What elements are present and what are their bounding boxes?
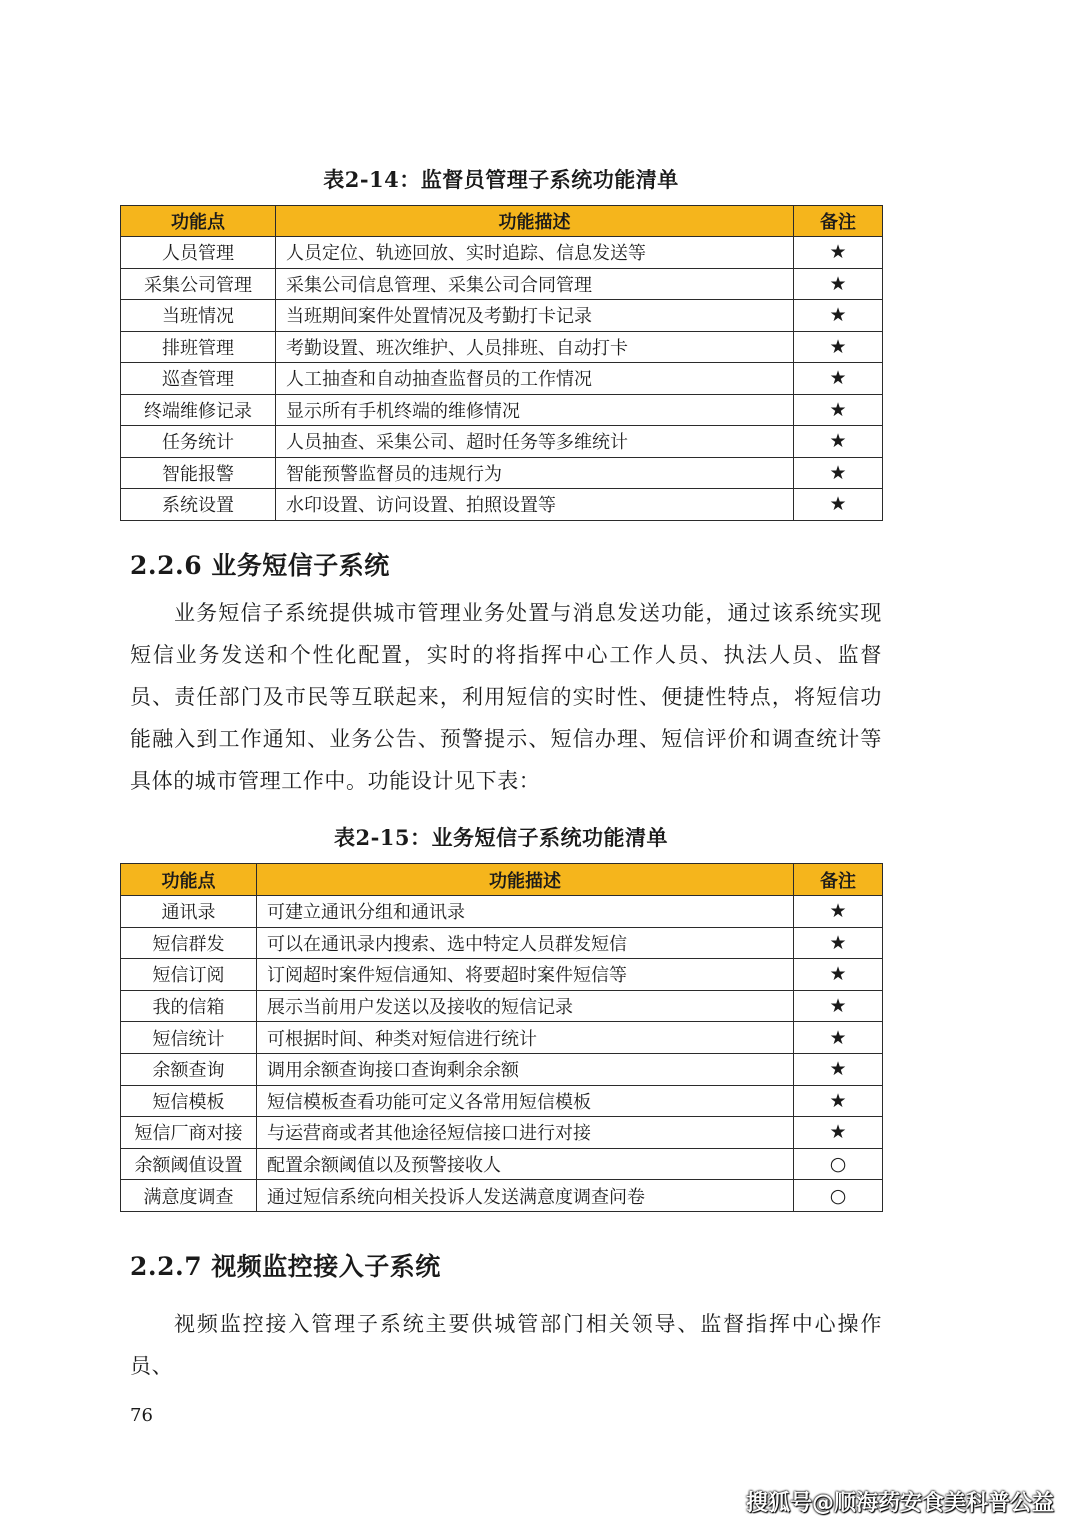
feature-description: 人员定位、轨迹回放、实时追踪、信息发送等 [276,237,794,269]
header-remark: 备注 [794,206,883,237]
feature-description: 人工抽查和自动抽查监督员的工作情况 [276,363,794,395]
table-row [121,363,883,395]
table-row [121,1180,883,1212]
feature-description: 当班期间案件处置情况及考勤打卡记录 [276,300,794,332]
feature-name: 当班情况 [121,300,276,332]
star-icon: ★ [794,1053,883,1085]
table-row [121,990,883,1022]
table-row [121,457,883,489]
table-row [121,300,883,332]
page-number: 76 [130,1405,153,1426]
feature-description: 订阅超时案件短信通知、将要超时案件短信等 [257,959,794,991]
feature-name: 系统设置 [121,489,276,521]
feature-description: 与运营商或者其他途径短信接口进行对接 [257,1117,794,1149]
feature-name: 巡查管理 [121,363,276,395]
header-description: 功能描述 [276,206,794,237]
feature-description: 调用余额查询接口查询剩余余额 [257,1053,794,1085]
feature-name: 短信统计 [121,1022,257,1054]
feature-name: 智能报警 [121,457,276,489]
table-row [121,1022,883,1054]
star-icon: ★ [794,268,883,300]
table-row [121,896,883,928]
feature-description: 可建立通讯分组和通讯录 [257,896,794,928]
header-remark: 备注 [794,864,883,896]
table-row [121,1117,883,1149]
table-row [121,331,883,363]
header-feature: 功能点 [121,864,257,896]
feature-description: 显示所有手机终端的维修情况 [276,394,794,426]
star-icon: ★ [794,896,883,928]
table-row [121,959,883,991]
feature-description: 水印设置、访问设置、拍照设置等 [276,489,794,521]
feature-description: 短信模板查看功能可定义各常用短信模板 [257,1085,794,1117]
star-icon: ★ [794,300,883,332]
feature-name: 通讯录 [121,896,257,928]
star-icon: ★ [794,426,883,458]
circle-icon: ○ [794,1180,883,1212]
header-description: 功能描述 [257,864,794,896]
table-row [121,489,883,521]
feature-name: 人员管理 [121,237,276,269]
circle-icon: ○ [794,1148,883,1180]
feature-name: 排班管理 [121,331,276,363]
star-icon: ★ [794,237,883,269]
feature-name: 我的信箱 [121,990,257,1022]
star-icon: ★ [794,1022,883,1054]
sms-function-table [120,863,883,1212]
feature-name: 余额查询 [121,1053,257,1085]
feature-name: 短信群发 [121,927,257,959]
table-row [121,394,883,426]
section-paragraph: 业务短信子系统提供城市管理业务处置与消息发送功能，通过该系统实现短信业务发送和个性化配置，实时的将指挥中心工作人员、执法人员、监督员、责任部门及市民等互联起来，利用短信的实时性、便捷性特点，将短信功能融入到工作通知、业务公告、预警提示、短信办理、短信评价和调查统计等具体的城市管理工作中。功能设计见下表： [130,601,882,793]
header-feature: 功能点 [121,206,276,237]
feature-name: 短信模板 [121,1085,257,1117]
table-header-row [121,206,883,237]
table-row [121,927,883,959]
table-row [121,237,883,269]
feature-description: 可以在通讯录内搜索、选中特定人员群发短信 [257,927,794,959]
table-row [121,426,883,458]
feature-name: 余额阈值设置 [121,1148,257,1180]
feature-name: 短信厂商对接 [121,1117,257,1149]
section-paragraph: 视频监控接入管理子系统主要供城管部门相关领导、监督指挥中心操作员、 [130,1312,882,1378]
star-icon: ★ [794,927,883,959]
star-icon: ★ [794,1085,883,1117]
watermark: 搜狐号@顺海药安食美科普公益 [745,1491,1054,1516]
feature-description: 智能预警监督员的违规行为 [276,457,794,489]
table2-caption: 表2-15：业务短信子系统功能清单 [333,825,669,850]
section-heading: 2.2.7 视频监控接入子系统 [130,1252,441,1281]
feature-name: 任务统计 [121,426,276,458]
star-icon: ★ [794,959,883,991]
feature-description: 配置余额阈值以及预警接收人 [257,1148,794,1180]
table-row [121,1148,883,1180]
feature-description: 采集公司信息管理、采集公司合同管理 [276,268,794,300]
star-icon: ★ [794,1117,883,1149]
table-header-row [121,864,883,896]
table-row [121,268,883,300]
feature-name: 短信订阅 [121,959,257,991]
star-icon: ★ [794,457,883,489]
feature-description: 通过短信系统向相关投诉人发送满意度调查问卷 [257,1180,794,1212]
star-icon: ★ [794,363,883,395]
feature-description: 考勤设置、班次维护、人员排班、自动打卡 [276,331,794,363]
section-heading: 2.2.6 业务短信子系统 [130,551,390,580]
feature-description: 人员抽查、采集公司、超时任务等多维统计 [276,426,794,458]
feature-name: 终端维修记录 [121,394,276,426]
star-icon: ★ [794,394,883,426]
table-row [121,1053,883,1085]
star-icon: ★ [794,990,883,1022]
table-row [121,1085,883,1117]
star-icon: ★ [794,489,883,521]
star-icon: ★ [794,331,883,363]
feature-name: 采集公司管理 [121,268,276,300]
supervisor-function-table [120,205,883,521]
feature-description: 可根据时间、种类对短信进行统计 [257,1022,794,1054]
feature-description: 展示当前用户发送以及接收的短信记录 [257,990,794,1022]
feature-name: 满意度调查 [121,1180,257,1212]
table1-caption: 表2-14：监督员管理子系统功能清单 [323,167,679,192]
